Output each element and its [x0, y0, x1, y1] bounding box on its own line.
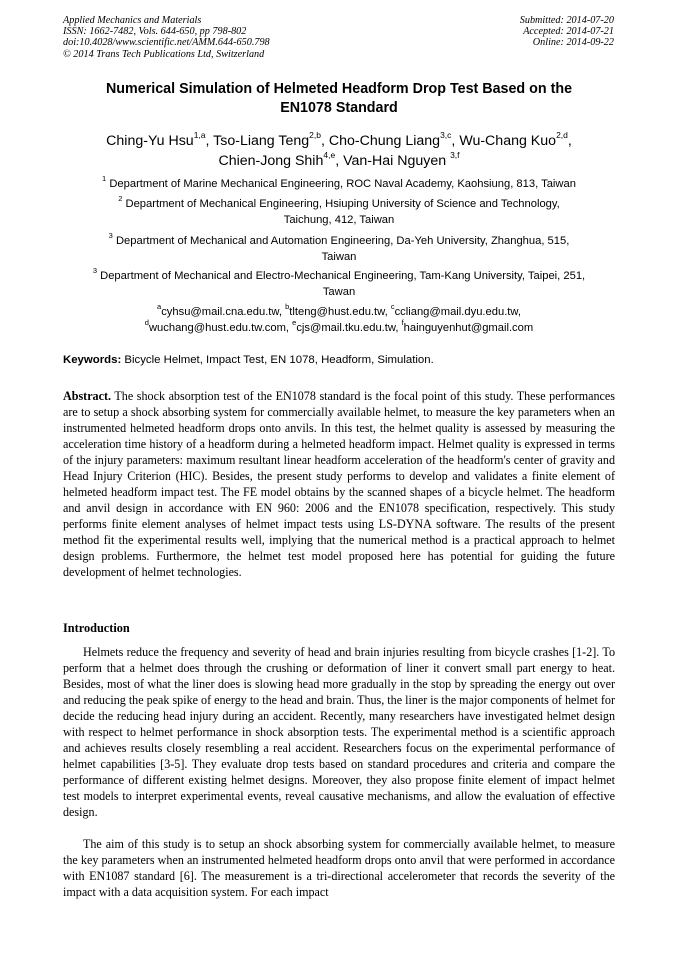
affiliation-2: [63, 196, 615, 228]
author-list: Ching-Yu Hsu$^{1,a}$, Tso-Liang Teng$^{2,b}$, Cho-Chung Liang$^{3,c}$, Wu-Chang Kuo$^{2,d}$, Chien-Jong Shih$^{4,e}$, Van-Hai Nguyen $^{3,f}$: [106, 130, 572, 169]
affiliation-text: Taichung, 412, Taiwan: [283, 214, 395, 226]
paragraph-text: The aim of this study is to setup an shock absorbing system for commercially available helmet, to measure the key parameters when an instrumented helmeted headform drops onto anvil that were performed in accordance with EN1087 standard [6]. The measurement is a tri-directional accelerometer that records the severity of the impact with a data acquisition system. For each impact: [63, 837, 615, 899]
journal-doi: doi:10.4028/www.scientific.net/AMM.644-650.798: [63, 37, 270, 49]
author-affiliation-mark: 3,c: [440, 130, 452, 141]
email-address: ccliang@mail.dyu.edu.tw,: [394, 306, 521, 318]
email-mark: a: [157, 302, 162, 312]
journal-name: Applied Mechanics and Materials: [63, 15, 202, 26]
email-address: hainguyenhut@gmail.com: [403, 322, 534, 334]
author-name: Wu-Chang Kuo: [459, 133, 557, 149]
submission-dates: [520, 15, 614, 49]
title-line-2: EN1078 Standard: [280, 100, 398, 116]
paragraph-text: Helmets reduce the frequency and severity of head and brain injuries resulting from bicycle crashes [1-2]. To perform that a helmet does through the crushing or deformation of liner it convert small part energy to heat. Besides, most of what the liner does is slowing head more gradually in the stop by spreading the energy out over and reducing the peak spike of energy to the head and brain. Thus, the liner is the major components of helmet for decide the reducing head injury during an accident. Recently, many researchers have investigated helmet design with respect to helmet performance in shock absorption tests. The experimental method is a scientific approach and achieves results closely resembling a real accident. Researchers focus on the experimental performance of helmet capabilities [3-5]. They evaluate drop tests based on standard procedures and criteria and compare the performance of different existing helmet designs. Moreover, they also propose finite element of impact helmet test models to interpret experimental events, reveal causative mechanisms, and allow the evaluation of effective design.: [63, 645, 616, 819]
affiliation-text: Taiwan: [321, 251, 357, 263]
author-affiliation-mark: 3,f: [450, 150, 460, 161]
affiliation-text: Department of Mechanical and Automation Engineering, Da-Yeh University, Zhanghua, 515,: [115, 235, 570, 247]
affiliation-text: Department of Mechanical Engineering, Hsiuping University of Science and Technology,: [125, 198, 560, 210]
email-address: cyhsu@mail.cna.edu.tw,: [161, 306, 282, 318]
submitted-date: Submitted: 2014-07-20: [519, 15, 614, 26]
email-mark: d: [144, 318, 149, 328]
accepted-date: Accepted: 2014-07-21: [523, 26, 614, 38]
author-name: Cho-Chung Liang: [328, 133, 441, 149]
affiliation-mark: 1: [102, 174, 107, 184]
author-affiliation-mark: 2,d: [556, 130, 568, 141]
journal-info: [63, 15, 270, 60]
abstract-label: Abstract.: [63, 389, 112, 403]
abstract-text: The shock absorption test of the EN1078 standard is the focal point of this study. These performances are to setup a shock absorbing system for commercially available helmet, to measure the key parameters when an instrumented helmeted headform drops onto anvils. In this test, the helmet quality is assessed by measuring the acceleration time history of a headform during a helmeted headform impact. Helmet quality is expressed in terms of the injury parameters: maximum resultant linear headform acceleration of the headform's center of gravity and Head Injury Criterion (HIC). Besides, the present study performs to develop and validates a finite element of helmeted headform impact test. The FE model obtains by the scanned shapes of a bicycle helmet. The headform and anvil design in accordance with EN 960: 2006 and the EN1078 specification, respectively. This study performs finite element analyses of helmet impact tests using LS-DYNA software. The results of the present method fit the experimental results well, implying that the numerical method is a practical approach to helmet design problems. Furthermore, the helmet test model proposed here has potential for guiding the future development of helmet technologies.: [63, 389, 615, 579]
affiliation-1: [63, 176, 615, 192]
author-affiliation-mark: 4,e: [323, 150, 336, 161]
introduction-paragraph: [63, 644, 615, 820]
section-heading-introduction: Introduction: [63, 621, 130, 635]
keywords: [63, 352, 615, 368]
online-date: Online: 2014-09-22: [532, 37, 614, 49]
author-affiliation-mark: 2,b: [309, 130, 321, 141]
author-name: Ching-Yu Hsu: [106, 133, 194, 149]
affiliation-text: Tawan: [322, 286, 356, 298]
affiliation-mark: 2: [118, 194, 123, 204]
email-address: cjs@mail.tku.edu.tw,: [296, 322, 399, 334]
abstract: [63, 388, 615, 580]
introduction-paragraph: [63, 836, 615, 900]
author-emails: [63, 304, 615, 336]
affiliation-text: Department of Mechanical and Electro-Mechanical Engineering, Tam-Kang University, Taipei, 251,: [100, 270, 586, 282]
affiliation-mark: 3: [108, 231, 113, 241]
email-mark: c: [390, 302, 395, 312]
email-address: tlteng@hust.edu.tw,: [289, 306, 388, 318]
author-name: Tso-Liang Teng: [213, 133, 310, 149]
journal-issn: ISSN: 1662-7482, Vols. 644-650, pp 798-802: [63, 26, 247, 38]
author-affiliation-mark: 1,a: [193, 130, 206, 141]
affiliation-4: [63, 268, 615, 300]
author-name: Chien-Jong Shih: [218, 153, 324, 169]
keywords-text: Bicycle Helmet, Impact Test, EN 1078, Headform, Simulation.: [121, 354, 434, 366]
title-line-1: Numerical Simulation of Helmeted Headform Drop Test Based on the: [105, 81, 573, 97]
journal-copyright: © 2014 Trans Tech Publications Ltd, Switzerland: [63, 48, 265, 60]
email-mark: e: [292, 318, 297, 328]
keywords-label: Keywords:: [63, 354, 122, 366]
email-address: wuchang@hust.edu.tw.com,: [148, 322, 290, 334]
email-mark: f: [401, 318, 404, 328]
email-mark: b: [285, 302, 290, 312]
affiliation-text: Department of Marine Mechanical Engineering, ROC Naval Academy, Kaohsiung, 813, Taiwan: [109, 178, 576, 190]
paper-title: [63, 80, 615, 118]
author-name: Van-Hai Nguyen: [343, 153, 447, 169]
affiliation-3: [63, 233, 615, 265]
affiliation-mark: 3: [92, 266, 97, 276]
